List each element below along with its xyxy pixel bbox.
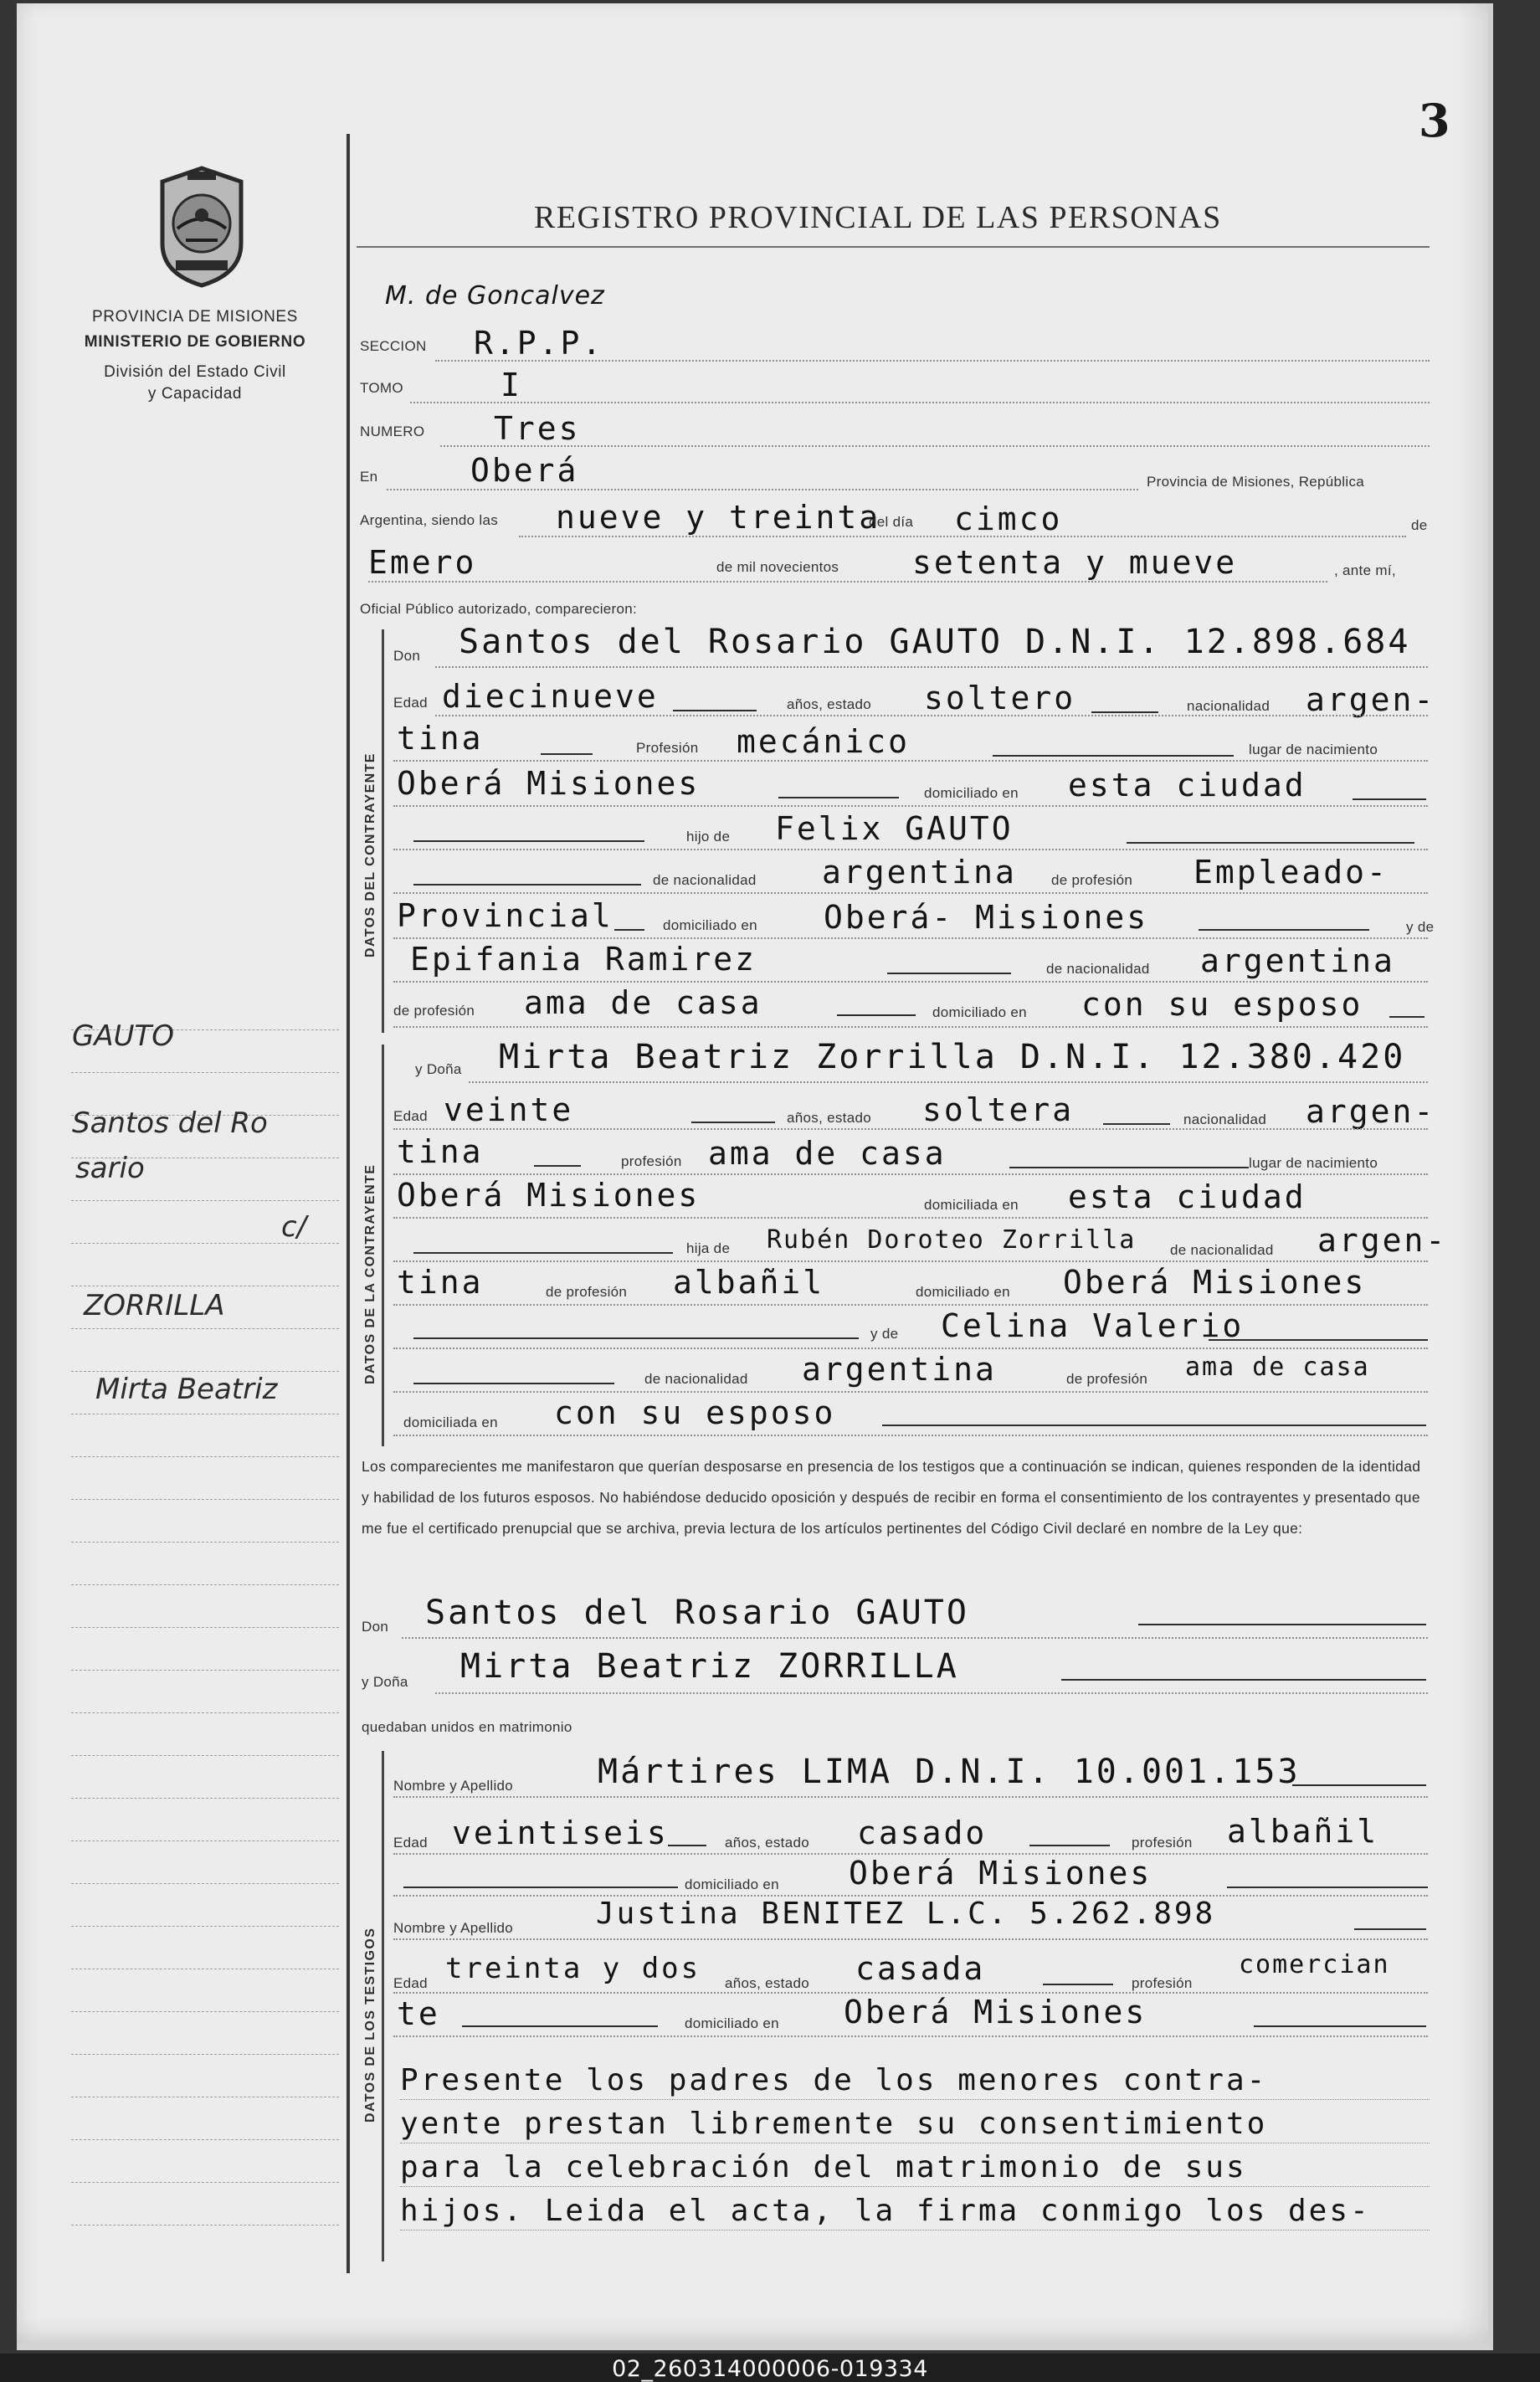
w2-anios-label: años, estado <box>725 1975 809 1991</box>
groom-padre-prof-a: Empleado- <box>1194 854 1389 891</box>
closing-line: hijos. Leida el acta, la firma conmigo los des- <box>400 2194 1371 2228</box>
margin-rule-line <box>71 1670 339 1671</box>
groom-madre-nac: argentina <box>1200 942 1395 979</box>
margin-name-groom-2: sario <box>75 1152 145 1185</box>
bride-lugar-line <box>393 1217 1428 1219</box>
bride-nac-b: tina <box>397 1133 484 1170</box>
bride-madre-dom-line <box>393 1435 1428 1436</box>
margin-conjunction: c/ <box>281 1210 307 1244</box>
bride-madre: Celina Valerio <box>941 1307 1245 1344</box>
bride-domicilio: esta ciudad <box>1068 1178 1306 1215</box>
groom-lugar-label: lugar de nacimiento <box>1249 742 1378 757</box>
bride-dona-label: y Doña <box>415 1061 462 1077</box>
bride-padre-nac-a: argen- <box>1317 1222 1448 1259</box>
bride-estado: soltera <box>922 1091 1075 1128</box>
del-dia-label: del día <box>869 514 914 530</box>
bride-estado-blank <box>1103 1123 1170 1125</box>
document-page <box>17 3 1493 2350</box>
groom-padre-nac-label: de nacionalidad <box>653 872 757 888</box>
groom-madre-line <box>393 981 1428 983</box>
groom-padre-nac: argentina <box>822 854 1017 891</box>
bride-hija-blank <box>413 1252 673 1254</box>
w1-prof: albañil <box>1227 1813 1379 1850</box>
ante-label: , ante mí, <box>1334 562 1396 578</box>
groom-lugar-blank <box>778 797 899 798</box>
groom-lugar-line <box>393 805 1428 807</box>
groom-madre-prof-blank <box>837 1014 916 1016</box>
decl-unidos-label: quedaban unidos en matrimonio <box>362 1719 572 1735</box>
bride-padre-dom-label: domiciliado en <box>916 1284 1010 1300</box>
groom-hijo-blank <box>413 840 644 842</box>
w1-anios-label: años, estado <box>725 1835 809 1851</box>
bride-section-label: DATOS DE LA CONTRAYENTE <box>363 1163 377 1384</box>
seccion-value: R.P.P. <box>474 325 604 362</box>
margin-surname-groom: GAUTO <box>72 1019 175 1053</box>
w1-name: Mártires LIMA D.N.I. 10.001.153 <box>598 1753 1301 1791</box>
title-rule <box>357 246 1430 248</box>
margin-name-bride: Mirta Beatriz <box>95 1373 278 1406</box>
bride-lugar: Oberá Misiones <box>397 1177 701 1214</box>
org-capacity: y Capacidad <box>147 385 243 403</box>
numero-line <box>440 445 1430 447</box>
bride-madre-nac: argentina <box>802 1351 997 1388</box>
groom-padre-prof-line <box>393 892 1428 894</box>
groom-madre-nac-label: de nacionalidad <box>1046 961 1150 977</box>
witness-section-label: DATOS DE LOS TESTIGOS <box>363 1927 377 2123</box>
w2-edad-label: Edad <box>393 1975 428 1991</box>
groom-padre-dom: Oberá- Misiones <box>824 899 1149 936</box>
declaration-text: Los comparecientes me manifestaron que querían desposarse en presencia de los testigos que a continuación se indican, quienes responden de la identidad y habilidad de los futuros esposos. No habiéndose deducido oposición y después de recibir en forma el consentimiento de los contrayentes y presentado que me fue el certificado prenupcial que se archiva, previa lectura de los artículos pertinentes del Código Civil declaré en nombre de la Ley que: <box>362 1458 1421 1537</box>
w2-dom-blank <box>1254 2025 1426 2027</box>
en-value: Oberá <box>470 452 579 489</box>
margin-rule-line <box>71 1542 339 1543</box>
groom-madre: Epifania Ramirez <box>410 941 757 978</box>
margin-rule-line <box>71 2011 339 2012</box>
closing-line: para la celebración del matrimonio de sus <box>400 2150 1247 2184</box>
groom-padre-prof-label: de profesión <box>1051 872 1133 888</box>
bride-y-de-label: y de <box>870 1326 899 1342</box>
margin-name-groom-1: Santos del Ro <box>72 1106 268 1140</box>
w1-estado: casado <box>857 1815 988 1851</box>
w2-prof-b: te <box>397 1995 440 2032</box>
margin-rule-line <box>71 1627 339 1628</box>
w2-prof-label: profesión <box>1132 1975 1193 1991</box>
w2-dom-label: domiciliado en <box>685 2015 779 2031</box>
bride-padre-line <box>393 1260 1428 1262</box>
en-label: En <box>360 469 378 485</box>
bride-anios-label: años, estado <box>787 1110 871 1126</box>
groom-prof-line <box>393 760 1428 762</box>
margin-rule-line <box>71 1584 339 1585</box>
w1-edad-blank <box>668 1845 706 1846</box>
page-number: 3 <box>1419 94 1450 147</box>
groom-padre-prof-b: Provincial <box>397 897 613 934</box>
margin-rule-line <box>71 1798 339 1799</box>
margin-rule-line <box>71 1328 339 1329</box>
decl-don-line <box>402 1637 1428 1639</box>
w1-dom-blank <box>1227 1887 1428 1888</box>
decl-dona-line <box>435 1692 1428 1694</box>
margin-rule-line <box>71 1499 339 1500</box>
margin-divider <box>346 134 350 2273</box>
w2-name-blank <box>1354 1928 1426 1930</box>
margin-rule-line <box>71 2182 339 2183</box>
bride-madre-nac-blank <box>413 1383 614 1384</box>
groom-name-line <box>435 666 1428 668</box>
bride-madre-nac-label: de nacionalidad <box>644 1371 748 1387</box>
margin-surname-bride: ZORRILLA <box>84 1289 225 1322</box>
w1-name-line <box>393 1796 1428 1798</box>
bride-nac-blank <box>534 1165 581 1167</box>
decl-dona-label: y Doña <box>362 1674 408 1690</box>
w2-label: Nombre y Apellido <box>393 1920 514 1936</box>
bride-nac-label: nacionalidad <box>1183 1111 1267 1127</box>
bride-edad-blank <box>691 1122 775 1123</box>
groom-nac-blank <box>541 753 593 755</box>
anio-label: de mil novecientos <box>716 559 839 575</box>
en-line <box>387 489 1138 490</box>
margin-rule-line <box>71 2139 339 2140</box>
hora-line <box>519 536 1406 537</box>
groom-don-label: Don <box>393 648 421 664</box>
decl-don-blank <box>1138 1624 1426 1625</box>
w2-prof-a: comercian <box>1239 1950 1390 1979</box>
groom-name: Santos del Rosario GAUTO D.N.I. 12.898.684 <box>459 623 1411 661</box>
margin-rule-line <box>71 1883 339 1884</box>
w1-edad: veintiseis <box>452 1815 669 1851</box>
groom-padre: Felix GAUTO <box>775 810 1014 847</box>
numero-value: Tres <box>494 410 581 447</box>
closing-rule <box>400 2186 1430 2187</box>
bride-madre-prof-label: de profesión <box>1066 1371 1148 1387</box>
w2-estado: casada <box>855 1950 986 1987</box>
margin-rule-line <box>71 1840 339 1841</box>
margin-rule-line <box>71 1456 339 1457</box>
groom-madre-prof: ama de casa <box>524 984 762 1021</box>
w1-name-blank <box>1292 1784 1426 1786</box>
groom-profesion-label: Profesión <box>636 740 699 756</box>
groom-anios-label: años, estado <box>787 696 871 712</box>
seccion-line <box>435 360 1430 362</box>
w1-estado-blank <box>1029 1845 1110 1846</box>
closing-line: Presente los padres de los menores contra- <box>400 2063 1268 2097</box>
w1-dom: Oberá Misiones <box>849 1855 1152 1892</box>
groom-hijo-label: hijo de <box>686 829 731 844</box>
bride-madre-dom: con su esposo <box>554 1394 836 1431</box>
groom-section-label: DATOS DEL CONTRAYENTE <box>363 752 377 957</box>
anio-line <box>368 581 1327 583</box>
margin-rule-line <box>71 2054 339 2055</box>
w2-name-line <box>393 1938 1428 1940</box>
bride-padre-prof-line <box>393 1304 1428 1306</box>
groom-profesion: mecánico <box>737 723 911 760</box>
closing-line: yente prestan libremente su consentimiento <box>400 2107 1268 2141</box>
closing-rule <box>400 2099 1430 2100</box>
groom-madre-dom-label: domiciliado en <box>932 1004 1027 1020</box>
footer-code: 02_260314000006-019334 <box>612 2356 928 2382</box>
margin-rule-line <box>71 1371 339 1372</box>
document-title: REGISTRO PROVINCIAL DE LAS PERSONAS <box>534 200 1222 235</box>
bride-domiciliada-label: domiciliada en <box>924 1197 1019 1213</box>
org-ministry: MINISTERIO DE GOBIERNO <box>84 333 306 351</box>
w2-dom-line <box>393 2035 1428 2037</box>
w1-dom-label: domiciliado en <box>685 1876 779 1892</box>
groom-padre-dom-line <box>393 937 1428 939</box>
groom-section-border <box>382 629 384 1033</box>
closing-rule <box>400 2230 1430 2231</box>
w2-dom: Oberá Misiones <box>844 1994 1147 2030</box>
groom-estado: soltero <box>924 680 1076 716</box>
oficial-label: Oficial Público autorizado, comparecieron: <box>360 601 638 617</box>
groom-edad-line <box>435 715 1428 716</box>
tomo-label: TOMO <box>360 380 403 396</box>
groom-padre-dom-label: domiciliado en <box>663 917 757 933</box>
bride-madre-dom-blank <box>882 1425 1426 1426</box>
groom-dom-blank <box>1353 798 1426 800</box>
bride-padre: Rubén Doroteo Zorrilla <box>767 1225 1137 1255</box>
registrar-signature: M. de Goncalvez <box>385 281 605 311</box>
groom-padre-line <box>393 849 1428 850</box>
tomo-value: I <box>501 367 522 403</box>
bride-edad: veinte <box>444 1091 574 1128</box>
groom-y-de-label: y de <box>1406 919 1435 935</box>
groom-madre-dom: con su esposo <box>1081 986 1363 1023</box>
bride-profesion-label: profesión <box>621 1153 682 1169</box>
groom-padre-prof-blank <box>614 929 644 931</box>
groom-nac-b: tina <box>397 720 484 757</box>
org-division: División del Estado Civil <box>104 363 286 381</box>
decl-dona-blank <box>1061 1679 1426 1681</box>
bride-madre-prof: ama de casa <box>1185 1353 1370 1382</box>
groom-prof-blank <box>993 755 1234 757</box>
decl-dona: Mirta Beatriz ZORRILLA <box>460 1647 959 1686</box>
w1-dom-pre-blank <box>403 1887 678 1888</box>
bride-padre-nac-b: tina <box>397 1264 484 1301</box>
groom-madre-dom-blank <box>1389 1016 1424 1018</box>
bride-profesion: ama de casa <box>708 1135 947 1172</box>
mes-value: Emero <box>368 544 477 581</box>
provincial-seal-icon <box>149 163 254 289</box>
bride-prof-blank <box>1009 1167 1249 1168</box>
bride-section-border <box>382 1045 384 1446</box>
org-province: PROVINCIA DE MISIONES <box>92 308 298 326</box>
w1-edad-label: Edad <box>393 1835 428 1851</box>
bride-lugar-label: lugar de nacimiento <box>1249 1155 1378 1171</box>
groom-estado-blank <box>1091 711 1158 713</box>
decl-don: Santos del Rosario GAUTO <box>425 1594 969 1632</box>
bride-madre-pre-blank <box>413 1337 859 1339</box>
groom-edad-blank <box>673 710 757 711</box>
w2-name: Justina BENITEZ L.C. 5.262.898 <box>596 1897 1216 1931</box>
groom-nac-label: nacionalidad <box>1187 698 1270 714</box>
bride-name: Mirta Beatriz Zorrilla D.N.I. 12.380.420 <box>499 1038 1406 1076</box>
argentina-label: Argentina, siendo las <box>360 512 499 528</box>
bride-madre-dom-label: domiciliada en <box>403 1414 498 1430</box>
de-label: de <box>1411 517 1428 533</box>
witness-section-border <box>382 1751 384 2261</box>
bride-edad-label: Edad <box>393 1108 428 1124</box>
groom-padre-blank <box>1127 842 1414 844</box>
groom-nac-a: argen- <box>1306 681 1436 718</box>
w1-prof-label: profesión <box>1132 1835 1193 1851</box>
bride-padre-dom: Oberá Misiones <box>1063 1264 1367 1301</box>
w2-edad: treinta y dos <box>445 1952 701 1985</box>
groom-madre-blank <box>887 973 1011 974</box>
margin-rule-line <box>71 1072 339 1073</box>
groom-padre-nac-blank <box>413 884 641 886</box>
margin-rule-line <box>71 1755 339 1756</box>
w2-prof-blank <box>462 2025 658 2027</box>
w2-estado-blank <box>1043 1984 1113 1985</box>
seccion-label: SECCION <box>360 338 427 354</box>
tomo-line <box>410 402 1430 403</box>
bride-padre-nac-label: de nacionalidad <box>1170 1242 1274 1258</box>
numero-label: NUMERO <box>360 424 425 439</box>
groom-domicilio: esta ciudad <box>1068 767 1306 803</box>
w1-label: Nombre y Apellido <box>393 1778 514 1794</box>
groom-padre-dom-blank <box>1199 929 1369 931</box>
bride-madre-line <box>393 1348 1428 1349</box>
groom-domiciliado-label: domiciliado en <box>924 785 1019 801</box>
dia-value: cimco <box>954 501 1063 537</box>
margin-rule-line <box>71 1926 339 1927</box>
bride-padre-prof: albañil <box>673 1264 825 1301</box>
anio-value: setenta y mueve <box>912 544 1238 581</box>
decl-don-label: Don <box>362 1619 389 1635</box>
groom-madre-prof-line <box>393 1026 1428 1028</box>
groom-lugar: Oberá Misiones <box>397 765 701 802</box>
bride-madre-nac-line <box>393 1391 1428 1393</box>
bride-padre-prof-label: de profesión <box>546 1284 628 1300</box>
groom-edad: diecinueve <box>442 678 659 715</box>
bride-nac-a: argen- <box>1306 1093 1436 1130</box>
bride-name-line <box>469 1081 1428 1083</box>
bride-edad-line <box>393 1128 1428 1130</box>
provincia-label: Provincia de Misiones, República <box>1147 474 1365 490</box>
hora-value: nueve y treinta <box>556 499 881 536</box>
margin-rule-line <box>71 1712 339 1713</box>
groom-edad-label: Edad <box>393 695 428 711</box>
bride-prof-line <box>393 1173 1428 1175</box>
margin-rule-line <box>71 1200 339 1201</box>
bride-hija-label: hija de <box>686 1240 731 1256</box>
bride-madre-blank <box>1209 1339 1428 1341</box>
groom-madre-prof-label: de profesión <box>393 1003 475 1019</box>
